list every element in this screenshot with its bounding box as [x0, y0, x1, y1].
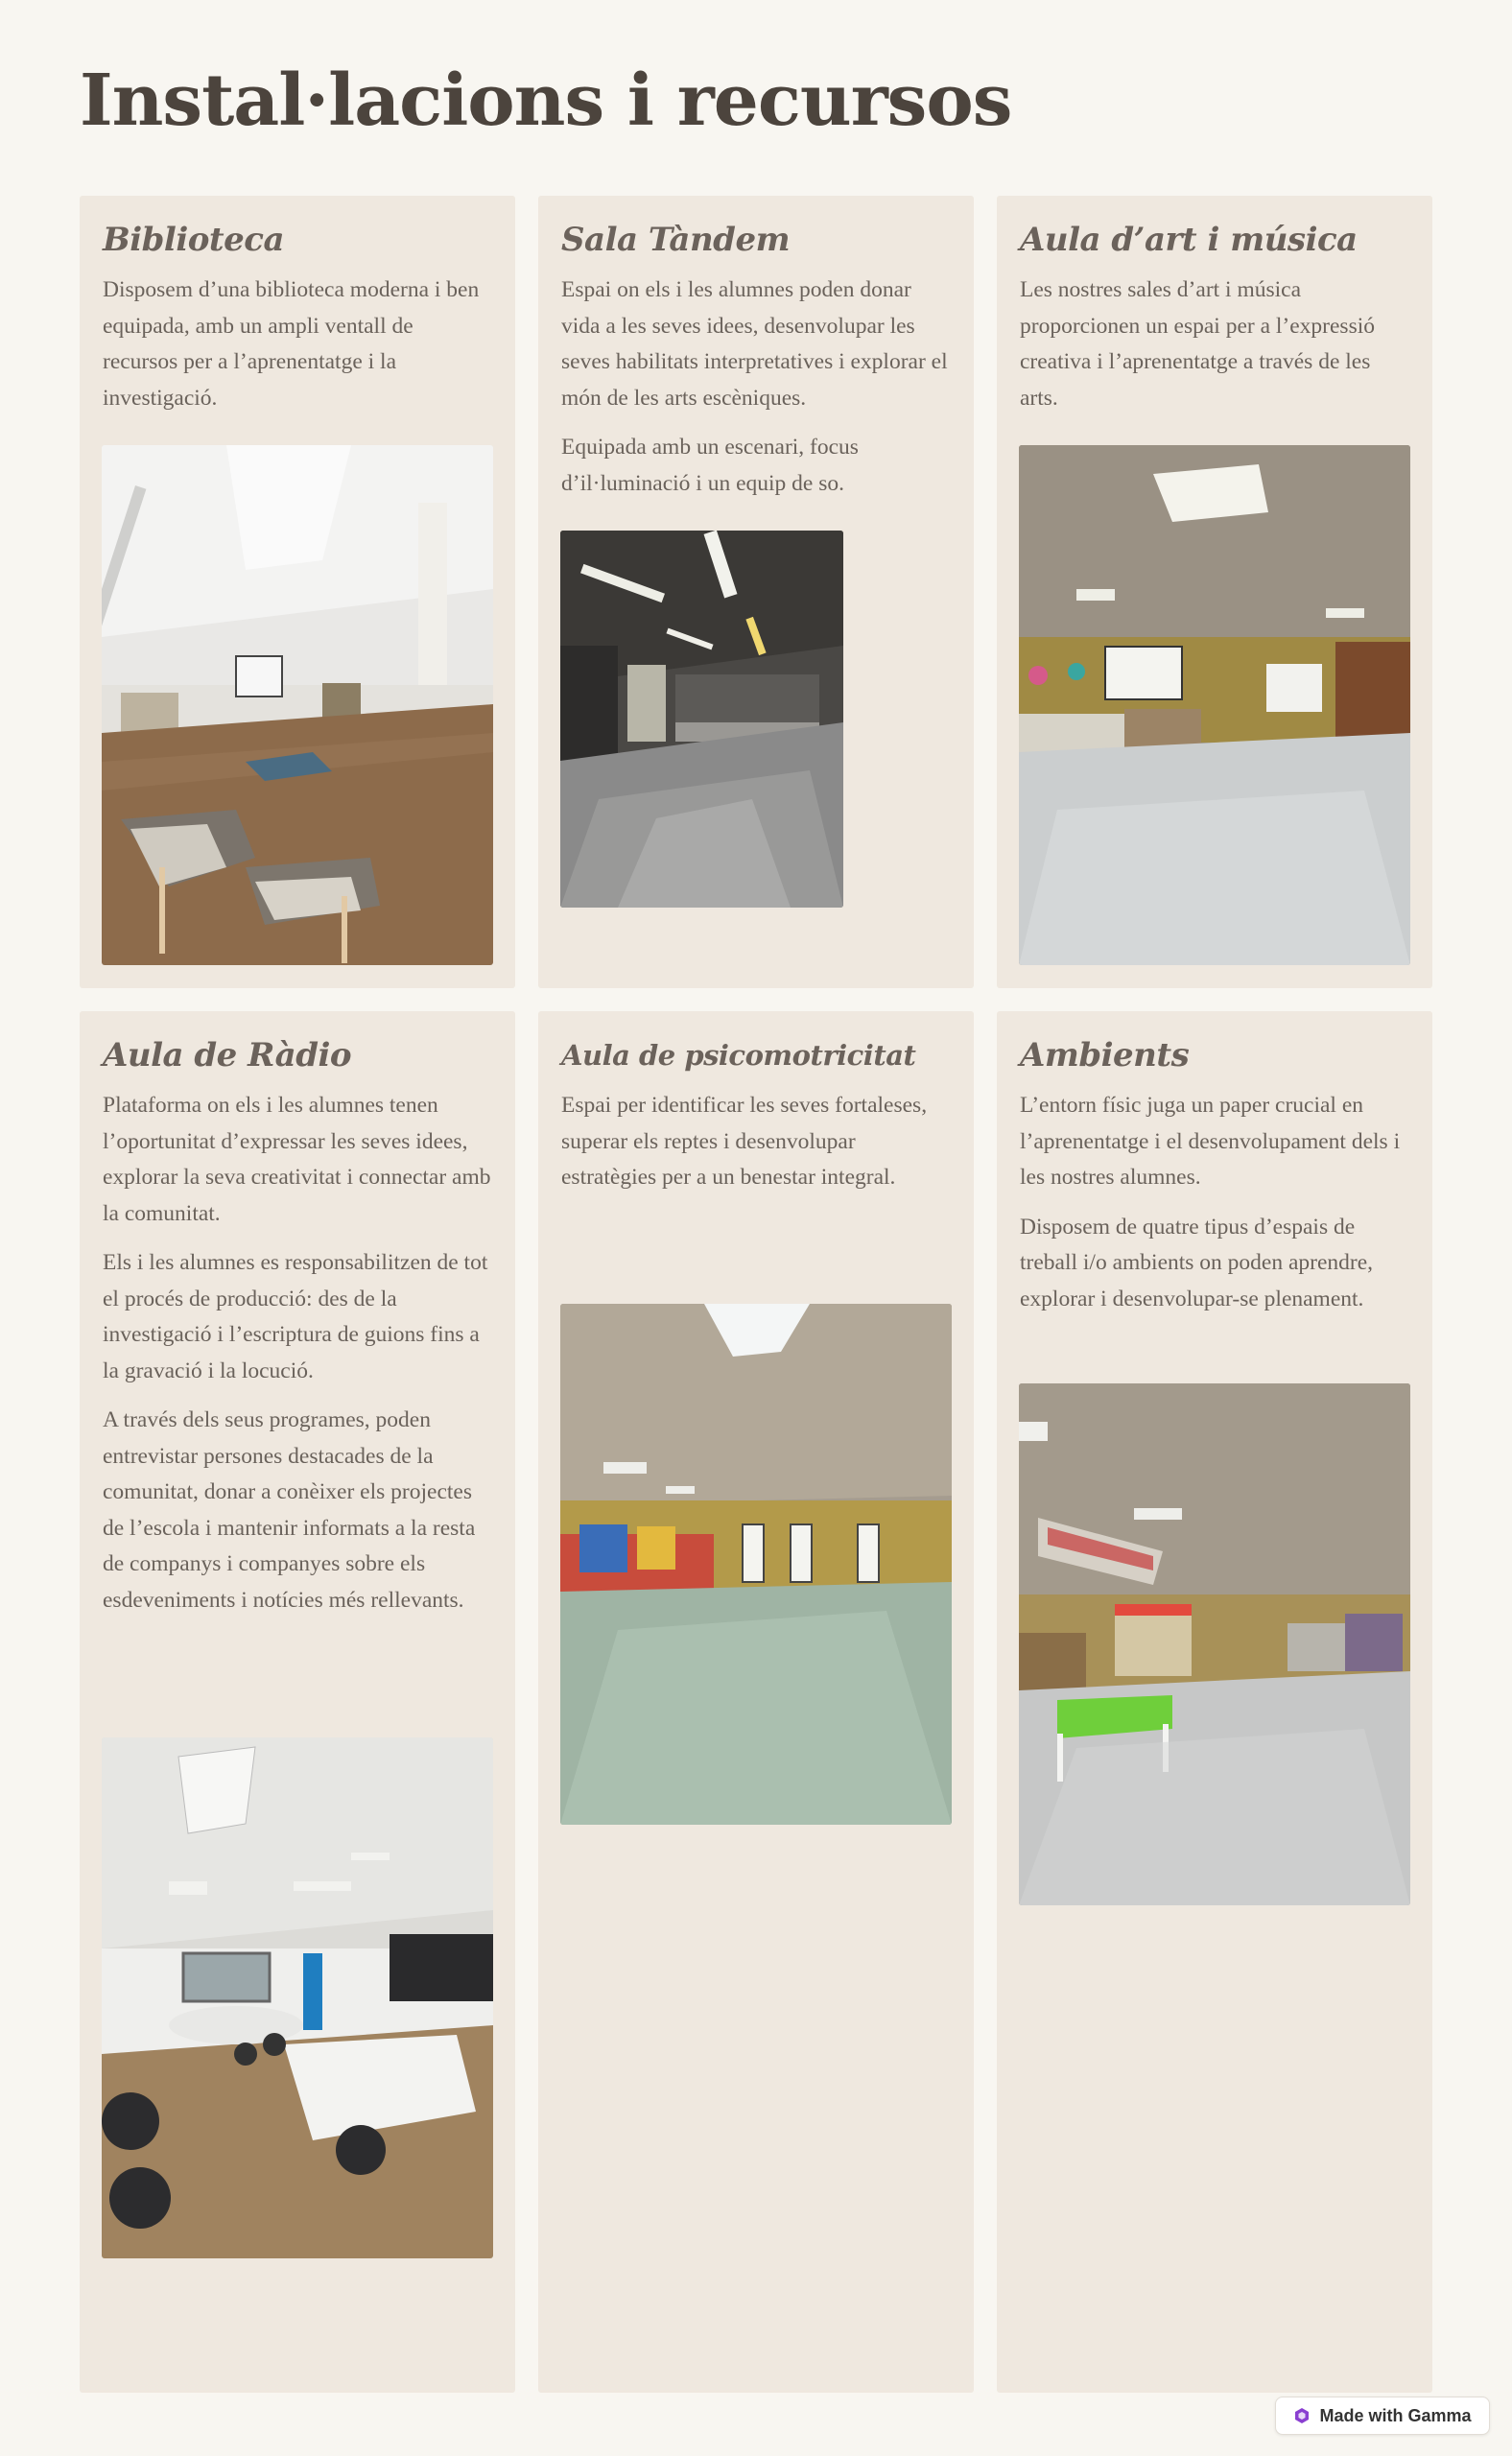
card-title: Aula de psicomotricitat — [561, 1039, 916, 1072]
made-with-gamma-badge[interactable] — [1275, 2397, 1490, 2435]
library-photo — [102, 445, 493, 965]
card-text: Espai on els i les alumnes poden donar vida a les seves idees, desenvolupar les seves habilitats interpretatives i explorar el món de les arts escèniques. — [561, 277, 948, 411]
stage-room-photo — [560, 531, 843, 908]
card-title: Aula d’art i música — [1020, 221, 1358, 259]
badge-label: Made with Gamma — [1319, 2405, 1472, 2425]
card-title: Sala Tàndem — [561, 221, 791, 259]
ambients-room-photo — [1019, 1383, 1410, 1905]
card-text: Espai per identificar les seves fortaleses, superar els reptes i desenvolupar estratègies per a un benestar integral. — [561, 1093, 928, 1190]
gamma-logo-icon — [1293, 2407, 1311, 2424]
card-text: Equipada amb un escenari, focus d’il·luminació i un equip de so. — [561, 435, 859, 496]
card-text: Plataforma on els i les alumnes tenen l’oportunitat d’expressar les seves idees, explorar la seva creativitat i connectar amb la comunitat. — [103, 1093, 491, 1226]
psychomotor-room-photo — [560, 1304, 952, 1825]
card-text: A través dels seus programes, poden entrevistar persones destacades de la comunitat, donar a conèixer els projectes de l’escola i mantenir informats a la resta de companys i companyes sobre els esdeveniments i notícies més rellevants. — [103, 1407, 476, 1613]
card-title: Aula de Ràdio — [103, 1036, 352, 1074]
page-title: Instal·lacions i recursos — [80, 59, 1012, 142]
card-title: Ambients — [1020, 1036, 1190, 1074]
card-text: L’entorn físic juga un paper crucial en l’aprenentatge i el desenvolupament dels i les nostres alumnes. — [1020, 1093, 1401, 1190]
card-text: Disposem de quatre tipus d’espais de treball i/o ambients on poden aprendre, explorar i desenvolupar-se plenament. — [1020, 1214, 1374, 1311]
card-text: Els i les alumnes es responsabilitzen de tot el procés de producció: des de la investigació i l’escriptura de guions fins a la gravació i la locució. — [103, 1250, 488, 1383]
card-text: Les nostres sales d’art i música proporcionen un espai per a l’expressió creativa i l’aprenentatge a través de les arts. — [1020, 277, 1375, 411]
card-title: Biblioteca — [103, 221, 285, 259]
card-text: Disposem d’una biblioteca moderna i ben equipada, amb un ampli ventall de recursos per a l’aprenentatge i la investigació. — [103, 277, 480, 411]
art-music-room-photo — [1019, 445, 1410, 965]
radio-room-photo — [102, 1737, 493, 2258]
